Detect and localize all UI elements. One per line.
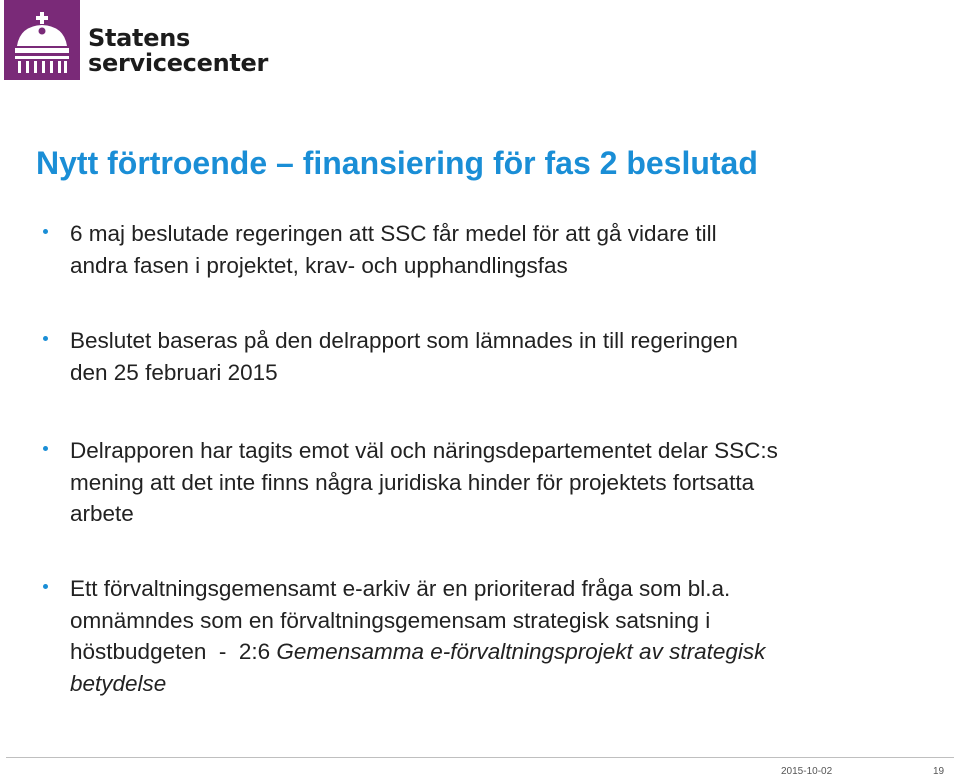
bullet-text-italic: Gemensamma e-förvaltningsprojekt av strategisk xyxy=(276,639,766,664)
bullet-line: den 25 februari 2015 xyxy=(70,359,278,385)
footer-date: 2015-10-02 xyxy=(781,766,833,777)
bullet-line: Delrapporen har tagits emot väl och näringsdepartementet delar SSC:s xyxy=(70,438,778,463)
crown-icon xyxy=(4,0,80,80)
slide-title: Nytt förtroende – finansiering för fas 2 beslutad xyxy=(36,145,758,181)
bullet-line: andra fasen i projektet, krav- och upphandlingsfas xyxy=(70,252,568,278)
bullet-line: Ett förvaltningsgemensamt e-arkiv är en prioriterad fråga som bl.a. xyxy=(70,576,731,601)
bullet-line: omnämndes som en förvaltningsgemensam strategisk satsning i xyxy=(70,607,711,633)
bullet-line: mening att det inte finns några juridiska hinder för projektets fortsatta xyxy=(70,469,755,495)
bullet-line: arbete xyxy=(70,501,134,526)
logo-wordmark xyxy=(88,26,268,76)
bullet-text-plain: höstbudgeten - 2:6 xyxy=(70,639,277,664)
bullet-line xyxy=(70,636,940,668)
bullet-dot-icon xyxy=(43,336,48,341)
logo-line-2: servicecenter xyxy=(88,49,269,77)
bullet-text-italic: betydelse xyxy=(70,670,167,696)
bullet-dot-icon xyxy=(43,446,48,451)
bullet-line: Beslutet baseras på den delrapport som lämnades in till regeringen xyxy=(70,328,738,353)
bullet-line: 6 maj beslutade regeringen att SSC får medel för att gå vidare till xyxy=(70,221,717,246)
bullet-dot-icon xyxy=(43,584,48,589)
bullet-dot-icon xyxy=(43,229,48,234)
page-number: 19 xyxy=(933,766,945,777)
logo-line-1: Statens xyxy=(88,24,190,52)
footer-divider xyxy=(6,757,954,758)
